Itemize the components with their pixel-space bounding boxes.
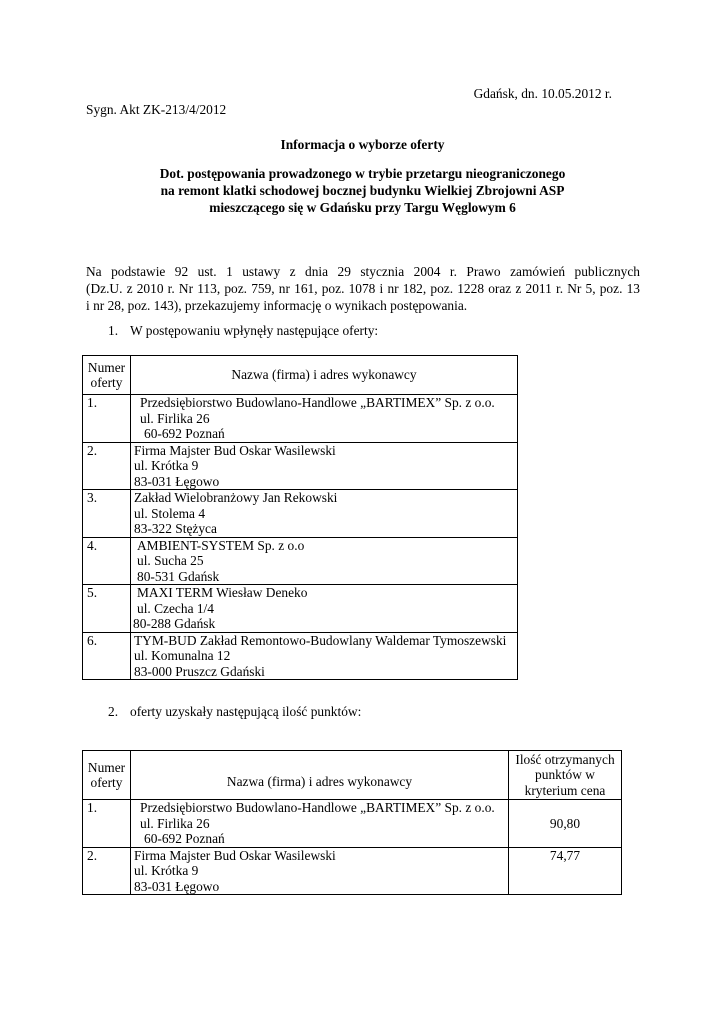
contractor-street: ul. Krótka 9 <box>134 458 199 473</box>
header-points: Ilość otrzymanych punktów w kryterium cena <box>509 751 622 800</box>
contractor-city: 60-692 Poznań <box>144 426 225 441</box>
table-row <box>83 490 518 538</box>
contractor-cell <box>131 490 518 538</box>
table-header-row <box>83 356 518 395</box>
section-1-heading <box>108 323 378 339</box>
offer-number: 2. <box>83 442 131 490</box>
header-offer-number: Numer oferty <box>83 356 131 395</box>
section-number: 1. <box>108 323 119 338</box>
document-subject <box>0 165 725 216</box>
contractor-cell <box>131 395 518 443</box>
contractor-name: Firma Majster Bud Oskar Wasilewski <box>134 442 336 458</box>
contractor-city: 83-031 Łęgowo <box>134 473 220 489</box>
contractor-name: MAXI TERM Wiesław Deneko <box>137 585 308 600</box>
header-offer-number: Numer oferty <box>83 751 131 800</box>
contractor-name: Przedsiębiorstwo Budowlano-Handlowe „BARTIMEX” Sp. z o.o. <box>140 800 495 815</box>
table-row <box>83 537 518 585</box>
table-row <box>83 395 518 443</box>
contractor-name: Zakład Wielobranżowy Jan Rekowski <box>134 490 338 505</box>
contractor-cell <box>131 442 518 490</box>
intro-line: (Dz.U. z 2010 r. Nr 113, poz. 759, nr 161, poz. 1078 i nr 182, poz. 1228 oraz z 2011 r. Nr 5, poz. 13 <box>86 281 640 296</box>
section-number: 2. <box>108 704 119 719</box>
case-signature: Sygn. Akt ZK-213/4/2012 <box>86 102 227 117</box>
contractor-cell <box>131 847 509 895</box>
contractor-city: 80-531 Gdańsk <box>137 568 220 584</box>
contractor-street: ul. Firlika 26 <box>140 815 210 831</box>
document-title: Informacja o wyborze oferty <box>280 137 445 152</box>
subject-line: na remont klatki schodowej bocznej budynku Wielkiej Zbrojowni ASP <box>160 183 565 198</box>
contractor-city: 83-000 Pruszcz Gdański <box>134 663 265 679</box>
contractor-street: ul. Stolema 4 <box>134 505 206 521</box>
contractor-street: ul. Krótka 9 <box>134 863 199 878</box>
offer-number: 4. <box>83 537 131 585</box>
table-row <box>83 847 622 895</box>
contractor-name: TYM-BUD Zakład Remontowo-Budowlany Waldemar Tymoszewski <box>134 632 507 648</box>
section-label: oferty uzyskały następującą ilość punktów: <box>130 704 362 719</box>
intro-line: Na podstawie 92 ust. 1 ustawy z dnia 29 stycznia 2004 r. Prawo zamówień publicznych <box>86 264 640 279</box>
intro-line: i nr 28, poz. 143), przekazujemy informację o wynikach postępowania. <box>86 298 468 313</box>
offer-number: 1. <box>83 800 131 848</box>
table-header-row <box>83 751 622 800</box>
contractor-name: Przedsiębiorstwo Budowlano-Handlowe „BARTIMEX” Sp. z o.o. <box>140 395 495 410</box>
points-table <box>82 750 622 895</box>
contractor-city: 60-692 Poznań <box>144 831 225 846</box>
subject-line: Dot. postępowania prowadzonego w trybie przetargu nieograniczonego <box>159 166 566 181</box>
contractor-street: ul. Firlika 26 <box>140 410 210 426</box>
document-date: Gdańsk, dn. 10.05.2012 r. <box>473 86 612 101</box>
contractor-name: Firma Majster Bud Oskar Wasilewski <box>134 847 336 863</box>
contractor-city: 83-322 Stężyca <box>134 521 217 536</box>
points-value: 74,77 <box>509 847 622 895</box>
points-value: 90,80 <box>509 800 622 848</box>
section-label: W postępowaniu wpłynęły następujące oferty: <box>130 323 379 338</box>
contractor-street: ul. Sucha 25 <box>137 553 204 568</box>
table-row <box>83 585 518 633</box>
offers-table <box>82 355 518 680</box>
table-row <box>83 800 622 848</box>
contractor-cell <box>131 537 518 585</box>
contractor-city: 83-031 Łęgowo <box>134 878 220 894</box>
offer-number: 3. <box>83 490 131 538</box>
offer-number: 6. <box>83 632 131 680</box>
offer-number: 1. <box>83 395 131 443</box>
contractor-city: 80-288 Gdańsk <box>133 616 216 631</box>
header-contractor: Nazwa (firma) i adres wykonawcy <box>131 356 518 395</box>
contractor-street: ul. Komunalna 12 <box>134 648 231 663</box>
contractor-name: AMBIENT-SYSTEM Sp. z o.o <box>137 537 305 553</box>
header-contractor: Nazwa (firma) i adres wykonawcy <box>131 751 509 800</box>
table-row <box>83 632 518 680</box>
intro-paragraph <box>86 263 640 314</box>
contractor-cell <box>131 585 518 633</box>
offer-number: 5. <box>83 585 131 633</box>
contractor-cell <box>131 632 518 680</box>
section-2-heading <box>108 704 361 720</box>
contractor-cell <box>131 800 509 848</box>
subject-line: mieszczącego się w Gdańsku przy Targu Węglowym 6 <box>209 200 516 215</box>
offer-number: 2. <box>83 847 131 895</box>
contractor-street: ul. Czecha 1/4 <box>137 600 214 616</box>
table-row <box>83 442 518 490</box>
